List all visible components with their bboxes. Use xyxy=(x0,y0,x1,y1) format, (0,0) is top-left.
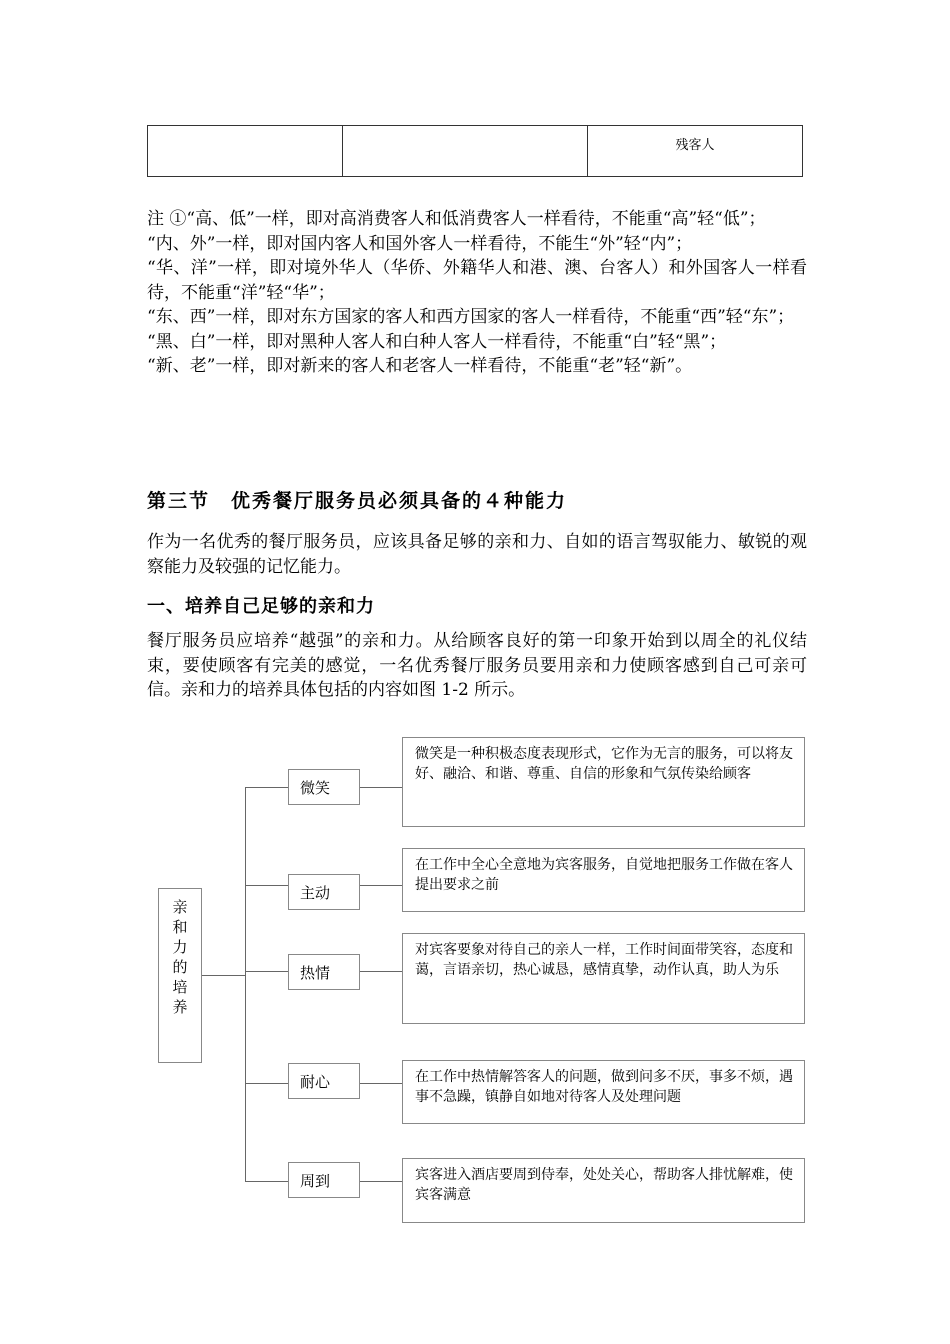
note-block xyxy=(147,207,807,379)
connector-line xyxy=(245,787,246,1181)
connector-line xyxy=(245,1083,288,1084)
subsection-body: 餐厅服务员应培养“越强”的亲和力。从给顾客良好的第一印象开始到以周全的礼仪结束，要使顾客有完美的感觉，一名优秀餐厅服务员要用亲和力使顾客感到自己可亲可信。亲和力的培养具体包括的内容如图 1-2 所示。 xyxy=(147,631,807,700)
table-fragment xyxy=(147,125,803,177)
diagram-node-label: 主动 xyxy=(300,884,331,902)
diagram-node-label: 耐心 xyxy=(300,1073,331,1091)
table-cell xyxy=(588,126,802,176)
connector-line xyxy=(245,1181,288,1182)
diagram-node-initiative xyxy=(288,874,360,910)
diagram-node-label: 热情 xyxy=(300,964,331,982)
connector-line xyxy=(360,1083,402,1084)
connector-line xyxy=(360,1181,402,1182)
connector-line xyxy=(360,885,402,886)
diagram-node-label: 周到 xyxy=(300,1172,331,1190)
table-cell-text: 残客人 xyxy=(675,138,715,153)
connector-line xyxy=(245,787,288,788)
diagram-node-warmth xyxy=(288,954,360,990)
diagram-desc-patience xyxy=(402,1060,805,1124)
connector-line xyxy=(245,971,288,972)
diagram-desc-thoughtful xyxy=(402,1158,805,1223)
diagram-desc-text: 宾客进入酒店要周到侍奉，处处关心，帮助客人排忧解难，使宾客满意 xyxy=(415,1167,793,1203)
section-title: 第三节 优秀餐厅服务员必须具备的４种能力 xyxy=(147,490,568,512)
diagram-desc-smile xyxy=(402,737,805,827)
diagram-desc-warmth xyxy=(402,933,805,1024)
diagram-desc-text: 在工作中热情解答客人的问题，做到问多不厌，事多不烦，遇事不急躁，镇静自如地对待客人及处理问题 xyxy=(415,1069,793,1105)
diagram-desc-text: 在工作中全心全意地为宾客服务，自觉地把服务工作做在客人提出要求之前 xyxy=(415,857,793,893)
diagram-root xyxy=(158,888,202,1063)
connector-line xyxy=(202,975,245,976)
diagram-node-smile xyxy=(288,769,360,805)
note-line: “黑、白”一样，即对黑种人客人和白种人客人一样看待，不能重“白”轻“黑”； xyxy=(147,331,727,352)
diagram-desc-text: 微笑是一种积极态度表现形式，它作为无言的服务，可以将友好、融洽、和谐、尊重、自信的形象和气氛传染给顾客 xyxy=(415,746,793,782)
note-line: “内、外”一样，即对国内客人和国外客人一样看待，不能生“外”轻“内”； xyxy=(147,233,693,254)
diagram-root-label: 亲和力的培养 xyxy=(172,898,188,1016)
table-cell xyxy=(148,126,343,176)
section-intro: 作为一名优秀的餐厅服务员，应该具备足够的亲和力、自如的语言驾驭能力、敏锐的观察能力及较强的记忆能力。 xyxy=(147,532,807,577)
note-line: “新、老”一样，即对新来的客人和老客人一样看待，不能重“老”轻“新”。 xyxy=(147,356,693,376)
diagram-node-patience xyxy=(288,1063,360,1099)
note-line: “东、西”一样，即对东方国家的客人和西方国家的客人一样看待，不能重“西”轻“东”； xyxy=(147,307,795,327)
connector-line xyxy=(245,885,288,886)
diagram-desc-initiative xyxy=(402,848,805,912)
table-cell xyxy=(343,126,588,176)
note-line: 注 ①“高、低”一样，即对高消费客人和低消费客人一样看待，不能重“高”轻“低”； xyxy=(147,209,766,229)
note-line: “华、洋”一样，即对境外华人（华侨、外籍华人和港、澳、台客人）和外国客人一样看待，不能重“洋”轻“华”； xyxy=(147,258,807,303)
diagram-node-thoughtful xyxy=(288,1162,360,1198)
diagram-node-label: 微笑 xyxy=(300,779,331,797)
diagram-desc-text: 对宾客要象对待自己的亲人一样，工作时间面带笑容，态度和蔼，言语亲切，热心诚恳，感情真挚，动作认真，助人为乐 xyxy=(415,942,793,978)
connector-line xyxy=(360,971,402,972)
subsection-title: 一、培养自己足够的亲和力 xyxy=(147,596,375,617)
connector-line xyxy=(360,787,402,788)
